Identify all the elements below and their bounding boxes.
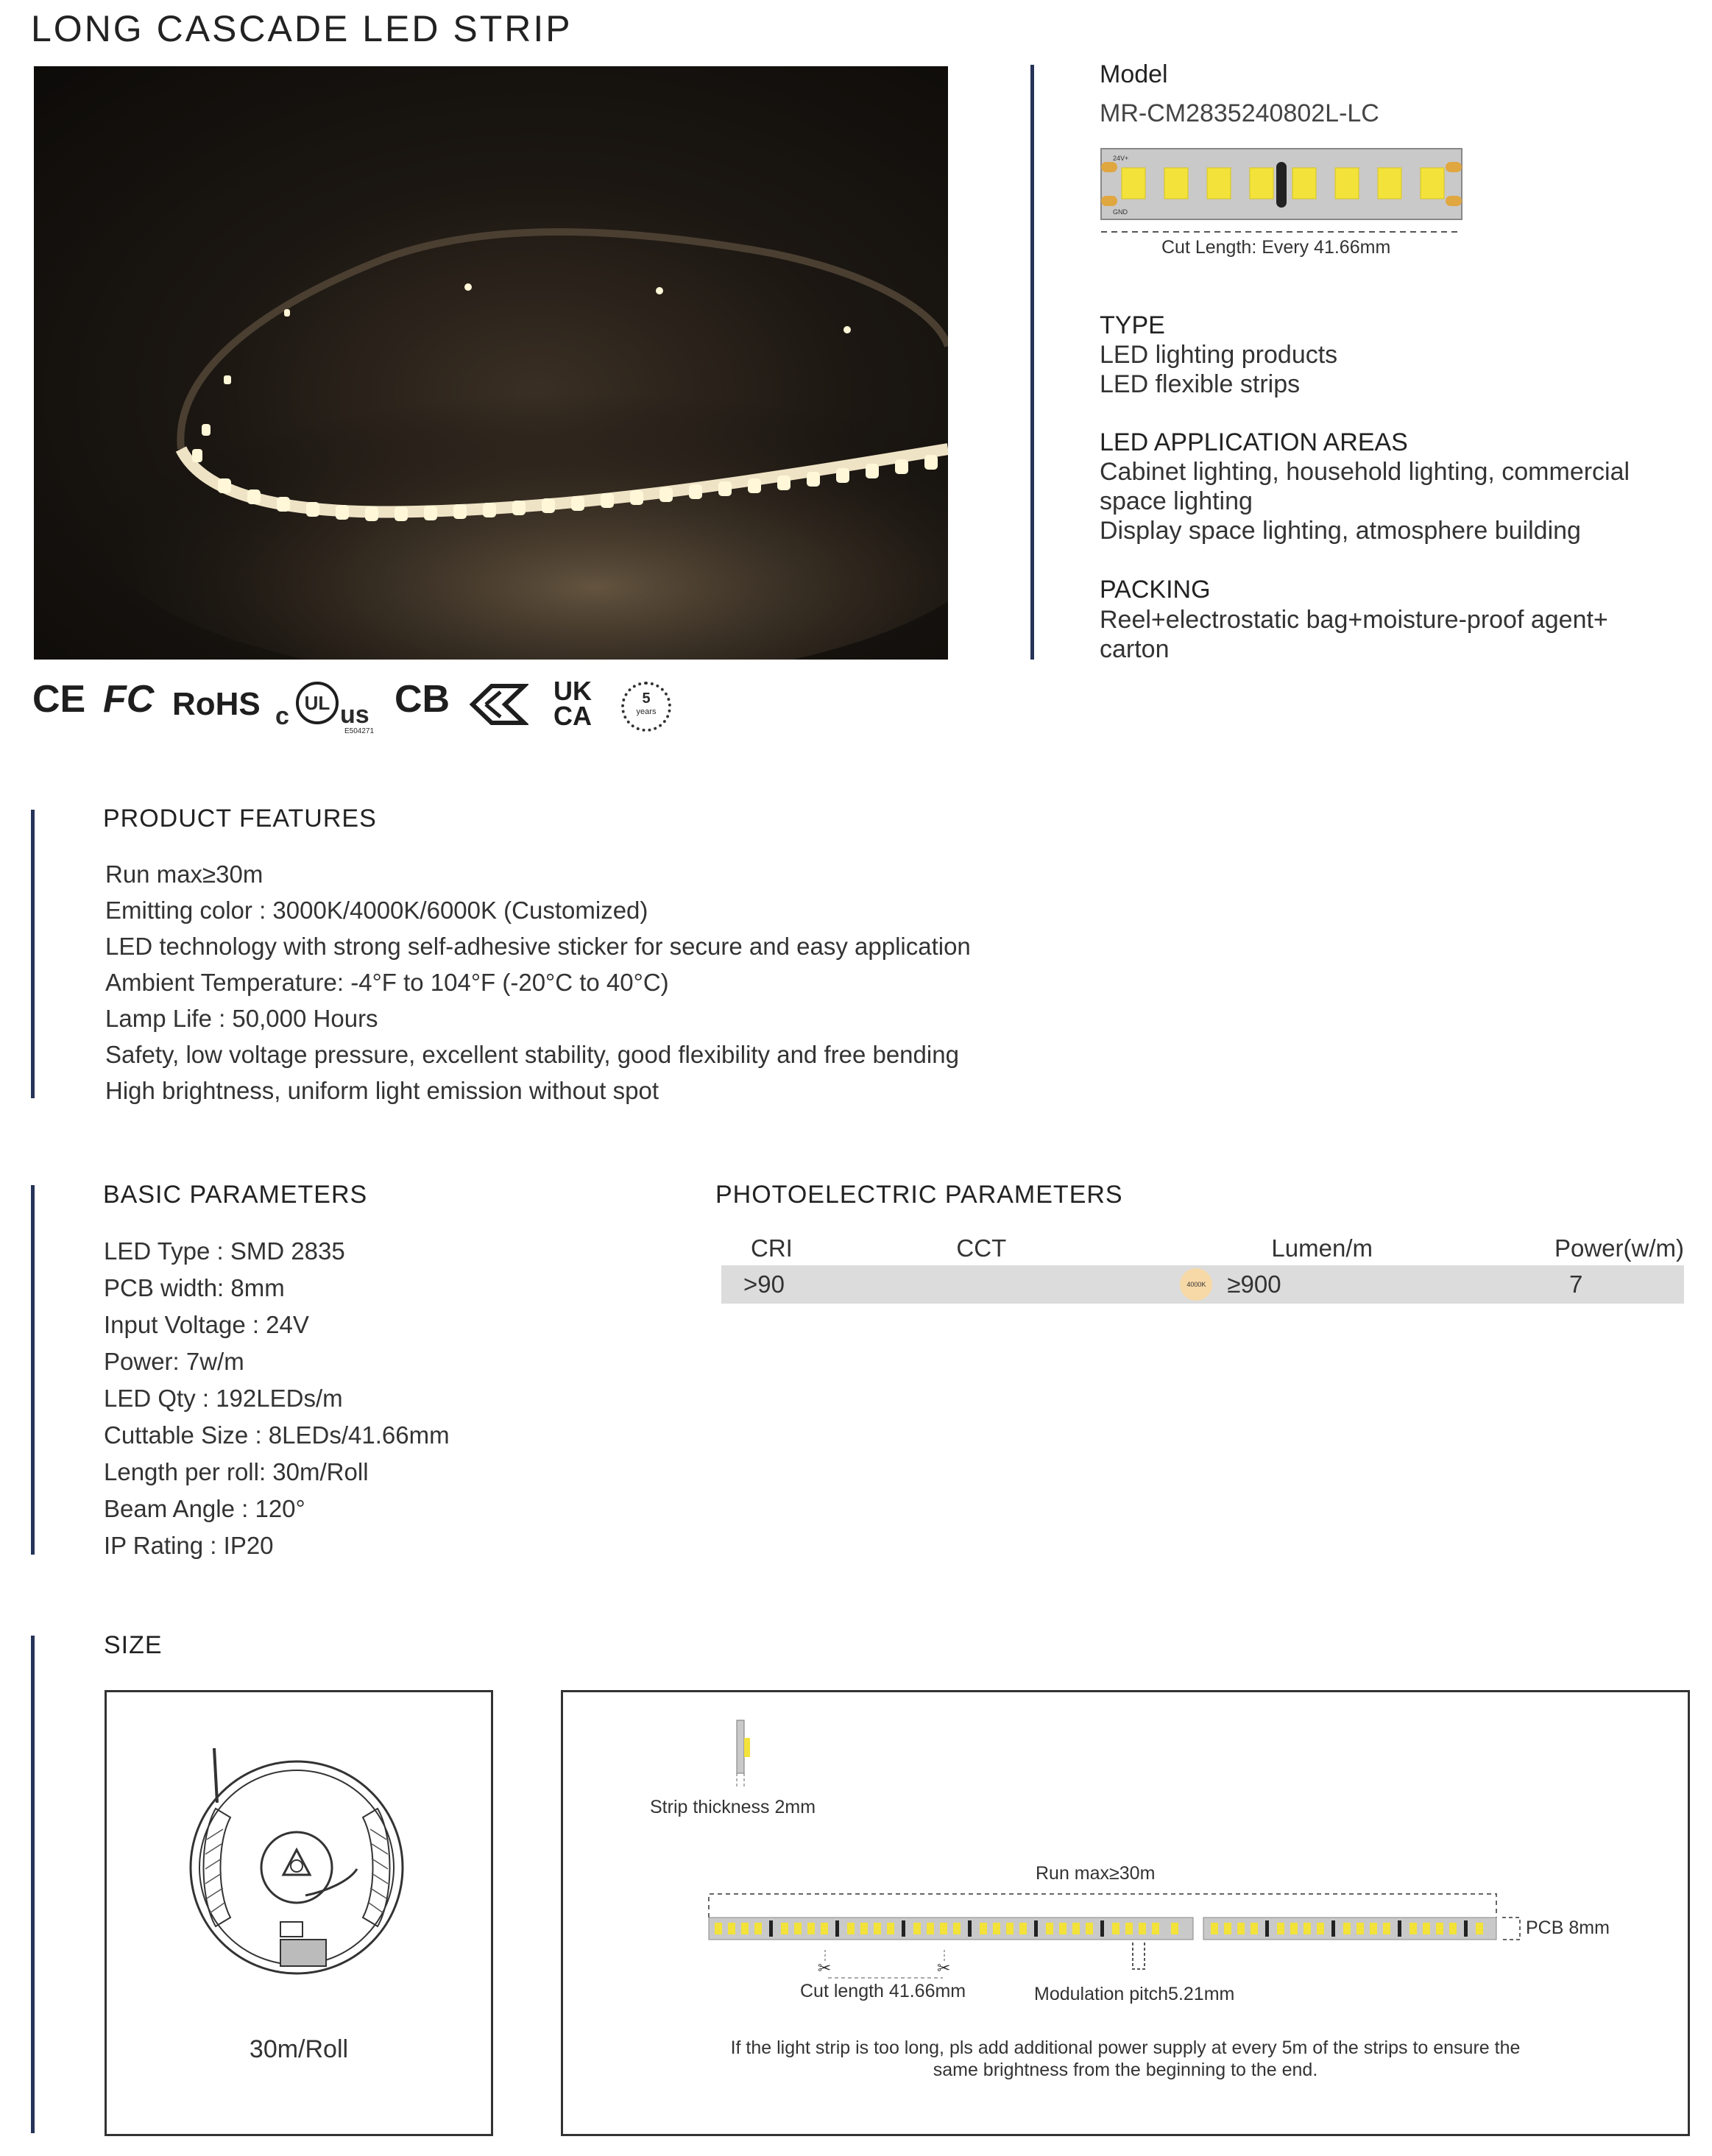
application-line: space lighting	[1100, 487, 1253, 515]
warranty-number: 5	[642, 690, 651, 707]
basic-param: IP Rating : IP20	[104, 1532, 274, 1559]
cct-swatch: 4000K	[1180, 1268, 1212, 1301]
ukca-top: UK	[553, 676, 592, 706]
type-line: LED flexible strips	[1100, 370, 1301, 398]
packing-line: carton	[1100, 635, 1170, 663]
accent-bar-model	[1030, 65, 1034, 660]
power-note-line: same brightness from the beginning to the end.	[933, 2060, 1318, 2080]
led-strip-photo	[34, 66, 948, 660]
fc-logo: FC	[103, 678, 155, 721]
cell-power: 7	[1568, 1270, 1583, 1298]
run-max-label: Run max≥30m	[1036, 1863, 1156, 1884]
packing-heading: PACKING	[1100, 576, 1211, 604]
type-heading: TYPE	[1100, 311, 1165, 339]
cell-lumen: ≥900	[1227, 1270, 1281, 1298]
basic-param: Input Voltage : 24V	[104, 1311, 309, 1338]
warranty-5-years-badge	[621, 682, 671, 732]
cb-logo: CB	[395, 678, 450, 721]
ce-logo: CE	[32, 678, 86, 721]
basic-param: Beam Angle : 120°	[104, 1495, 305, 1522]
roll-box	[105, 1690, 493, 2136]
page-title: LONG CASCADE LED STRIP	[31, 8, 573, 49]
size-heading: SIZE	[104, 1631, 163, 1659]
ukca-bottom: CA	[553, 701, 592, 731]
strip-gnd-label: GND	[1113, 208, 1128, 216]
basic-param: LED Type : SMD 2835	[104, 1237, 345, 1265]
power-note-line: If the light strip is too long, pls add additional power supply at every 5m of the strips to ensure the	[730, 2037, 1521, 2058]
roll-label: 30m/Roll	[249, 2035, 349, 2063]
feature-item: Lamp Life : 50,000 Hours	[105, 1005, 378, 1032]
strip-plus-label: 24V+	[1113, 155, 1129, 162]
cut-length-caption: Cut Length: Every 41.66mm	[1161, 237, 1391, 258]
pcb-width-label: PCB 8mm	[1526, 1918, 1610, 1938]
rohs-logo: RoHS	[172, 686, 261, 722]
type-line: LED lighting products	[1100, 341, 1338, 369]
photoelectric-heading: PHOTOELECTRIC PARAMETERS	[715, 1181, 1123, 1209]
application-line: Cabinet lighting, household lighting, commercial	[1100, 458, 1630, 486]
application-line: Display space lighting, atmosphere building	[1100, 517, 1581, 545]
power-note	[563, 2037, 1688, 2081]
model-label: Model	[1100, 60, 1168, 88]
header-lumen: Lumen/m	[1271, 1234, 1373, 1262]
header-cct: CCT	[956, 1234, 1007, 1262]
cell-cri: >90	[743, 1270, 785, 1298]
cul-c-text: c	[275, 702, 289, 730]
accent-bar-features	[31, 810, 35, 1098]
basic-heading: BASIC PARAMETERS	[103, 1181, 368, 1209]
cul-us-text: us	[340, 701, 369, 729]
header-cri: CRI	[751, 1234, 793, 1262]
product-photo	[34, 66, 948, 660]
application-heading: LED APPLICATION AREAS	[1100, 428, 1408, 456]
basic-param: LED Qty : 192LEDs/m	[104, 1385, 343, 1412]
basic-list	[104, 1233, 450, 1564]
thickness-label: Strip thickness 2mm	[650, 1797, 816, 1817]
dimension-box	[561, 1690, 1690, 2136]
model-value: MR-CM2835240802L-LC	[1100, 99, 1379, 127]
warranty-unit: years	[636, 707, 657, 716]
basic-param: Cuttable Size : 8LEDs/41.66mm	[104, 1421, 450, 1449]
feature-item: Run max≥30m	[105, 860, 263, 888]
basic-param: Power: 7w/m	[104, 1348, 244, 1375]
cut-length-label: Cut length 41.66mm	[800, 1981, 966, 2001]
packing-line: Reel+electrostatic bag+moisture-proof agent+	[1100, 606, 1608, 634]
ek-mark-logo	[470, 682, 528, 727]
cell-cct	[927, 1265, 1212, 1304]
photoelectric-table	[721, 1233, 1684, 1304]
cul-number: E504271	[344, 727, 375, 735]
reel-drawing	[107, 1692, 491, 2031]
table-header-row	[721, 1233, 1684, 1265]
cul-us-logo	[274, 679, 377, 736]
basic-param: Length per roll: 30m/Roll	[104, 1458, 369, 1485]
ukca-logo	[553, 676, 598, 736]
feature-item: Emitting color : 3000K/4000K/6000K (Customized)	[105, 897, 648, 924]
ul-mark: UL	[296, 682, 339, 724]
features-heading: PRODUCT FEATURES	[103, 805, 377, 833]
feature-item: High brightness, uniform light emission without spot	[105, 1077, 659, 1104]
accent-bar-basic	[31, 1185, 35, 1555]
svg-text:✂: ✂	[937, 1959, 951, 1978]
feature-item: LED technology with strong self-adhesive sticker for secure and easy application	[105, 933, 971, 960]
ek-mark-icon	[470, 682, 528, 727]
svg-text:✂: ✂	[818, 1959, 832, 1978]
modulation-pitch-label: Modulation pitch5.21mm	[1034, 1984, 1235, 2004]
accent-bar-size	[31, 1636, 35, 2133]
feature-item: Ambient Temperature: -4°F to 104°F (-20°C to 40°C)	[105, 969, 669, 996]
header-power: Power(w/m)	[1554, 1234, 1684, 1262]
features-list	[105, 856, 971, 1109]
basic-param: PCB width: 8mm	[104, 1274, 285, 1301]
table-row	[721, 1265, 1684, 1304]
feature-item: Safety, low voltage pressure, excellent stability, good flexibility and free bending	[105, 1041, 959, 1068]
